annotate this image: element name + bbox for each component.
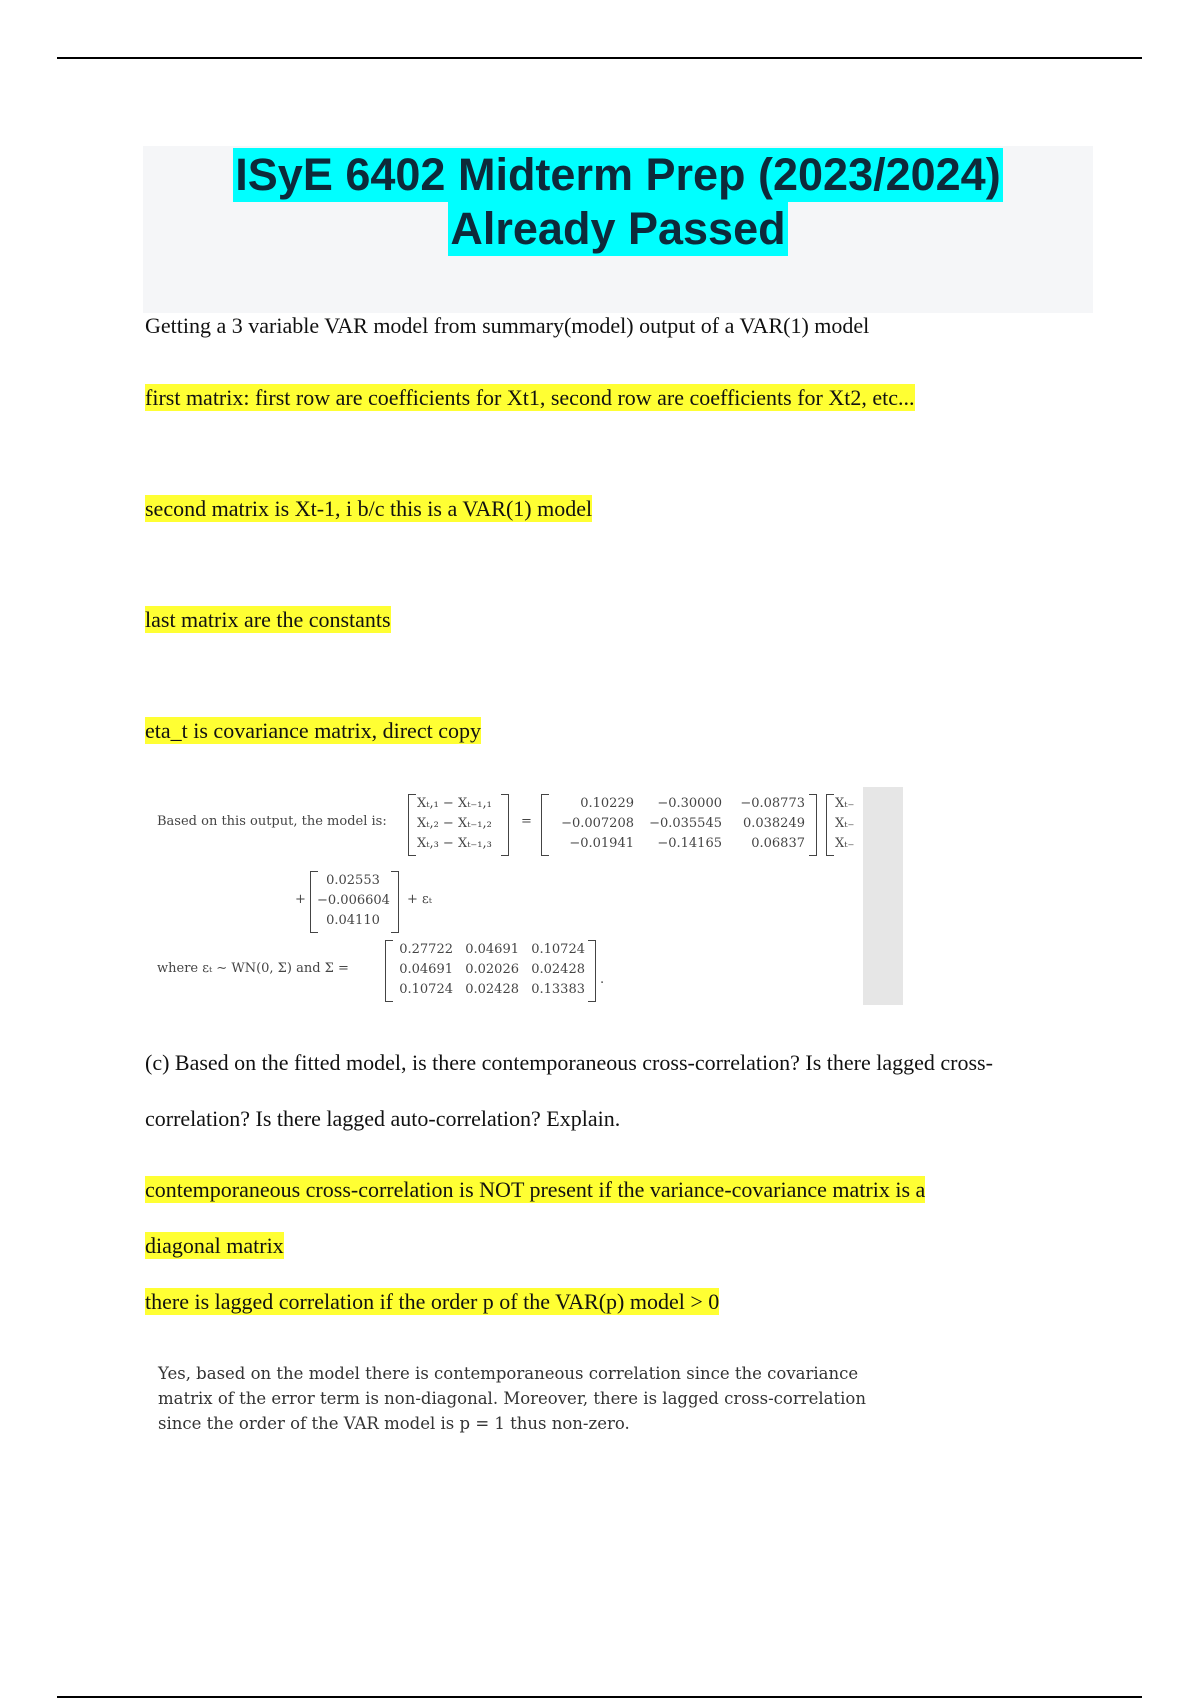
answer-note-1-text: contemporaneous cross-correlation is NOT present if the variance-covariance matrix is a (145, 1177, 926, 1202)
const-right-bracket (391, 871, 399, 933)
sigma-r3c3: 0.13383 (531, 982, 585, 997)
xvec-column (835, 794, 854, 854)
coef-right-bracket (809, 794, 817, 856)
note-second-matrix (145, 495, 592, 523)
xvec-row-3: Xₜ₋ (835, 836, 855, 851)
xvec-row-1: Xₜ₋ (835, 796, 855, 811)
note-second-matrix-text: second matrix is Xt-1, i b/c this is a VAR(1) model (145, 496, 593, 521)
const-row-1: 0.02553 (326, 873, 380, 888)
sigma-column-2 (459, 940, 519, 1000)
sigma-r1c1: 0.27722 (399, 942, 453, 957)
note-first-matrix-text: first matrix: first row are coefficients for Xt1, second row are coefficients for Xt2, etc... (145, 385, 915, 410)
sigma-r1c2: 0.04691 (465, 942, 519, 957)
plus-epsilon: + εₜ (407, 892, 432, 907)
coef-r3c1: −0.01941 (569, 836, 634, 851)
top-rule (57, 57, 1142, 59)
answer-note-3-text: there is lagged correlation if the order p of the VAR(p) model > 0 (145, 1289, 720, 1314)
lhs-row-1: Xₜ,₁ − Xₜ₋₁,₁ (417, 796, 492, 811)
plus-sign: + (295, 892, 306, 907)
image-scrollbar-strip (863, 787, 903, 1005)
coef-column-1 (551, 794, 634, 854)
note-eta (145, 717, 481, 745)
lhs-row-3: Xₜ,₃ − Xₜ₋₁,₃ (417, 836, 492, 851)
coef-r2c1: −0.007208 (561, 816, 634, 831)
answer-note-3 (145, 1288, 719, 1316)
coef-r1c2: −0.30000 (657, 796, 722, 811)
sigma-period: . (600, 972, 605, 987)
sigma-r2c2: 0.02026 (465, 962, 519, 977)
sigma-r3c1: 0.10724 (399, 982, 453, 997)
const-row-2: −0.006604 (317, 893, 390, 908)
title-line-1: ISyE 6402 Midterm Prep (2023/2024) (235, 149, 1001, 200)
equals-sign: = (521, 814, 532, 829)
coef-r3c3: 0.06837 (751, 836, 805, 851)
coef-r1c3: −0.08773 (740, 796, 805, 811)
const-row-3: 0.04110 (326, 913, 380, 928)
sigma-column-3 (525, 940, 585, 1000)
xvec-left-bracket (826, 794, 834, 856)
title-line-2: Already Passed (450, 203, 786, 254)
coef-column-3 (728, 794, 805, 854)
coef-r1c1: 0.10229 (580, 796, 634, 811)
sigma-r2c1: 0.04691 (399, 962, 453, 977)
lhs-right-bracket (501, 794, 509, 856)
sigma-r2c3: 0.02428 (531, 962, 585, 977)
sigma-prefix: where εₜ ∼ WN(0, Σ) and Σ = (157, 961, 349, 976)
answer-note-1 (145, 1176, 925, 1204)
coef-r3c2: −0.14165 (657, 836, 722, 851)
xvec-row-2: Xₜ₋ (835, 816, 855, 831)
intro-text: Getting a 3 variable VAR model from summary(model) output of a VAR(1) model (145, 313, 870, 338)
sigma-r1c3: 0.10724 (531, 942, 585, 957)
coef-r2c3: 0.038249 (742, 816, 805, 831)
title-banner (143, 146, 1093, 313)
note-first-matrix (145, 384, 915, 412)
lhs-row-2: Xₜ,₂ − Xₜ₋₁,₂ (417, 816, 492, 831)
note-eta-text: eta_t is covariance matrix, direct copy (145, 718, 481, 743)
answer-note-2 (145, 1232, 284, 1260)
question-line-2: correlation? Is there lagged auto-correlation? Explain. (145, 1106, 621, 1131)
sigma-r3c2: 0.02428 (465, 982, 519, 997)
answer-note-2-text: diagonal matrix (145, 1233, 284, 1258)
lhs-left-bracket (408, 794, 416, 856)
sigma-right-bracket (588, 940, 596, 1002)
coef-column-2 (639, 794, 722, 854)
coef-left-bracket (541, 794, 549, 856)
bottom-rule (57, 1696, 1142, 1698)
model-equation-image (145, 787, 905, 1005)
note-last-matrix-text: last matrix are the constants (145, 607, 391, 632)
sigma-column-1 (393, 940, 453, 1000)
const-column (317, 871, 389, 931)
model-prefix: Based on this output, the model is: (157, 814, 387, 829)
answer-text: Yes, based on the model there is contemporaneous correlation since the covariance matrix of the error term is non-diagonal. Moreover, there is lagged cross-correlation since the order of the VAR model is p = 1 thus non-zero. (158, 1364, 866, 1433)
lhs-column (417, 794, 492, 854)
note-last-matrix (145, 606, 391, 634)
question-line-1: (c) Based on the fitted model, is there contemporaneous cross-correlation? Is there lagged cross- (145, 1050, 993, 1075)
coef-r2c2: −0.035545 (649, 816, 722, 831)
sigma-left-bracket (385, 940, 393, 1002)
